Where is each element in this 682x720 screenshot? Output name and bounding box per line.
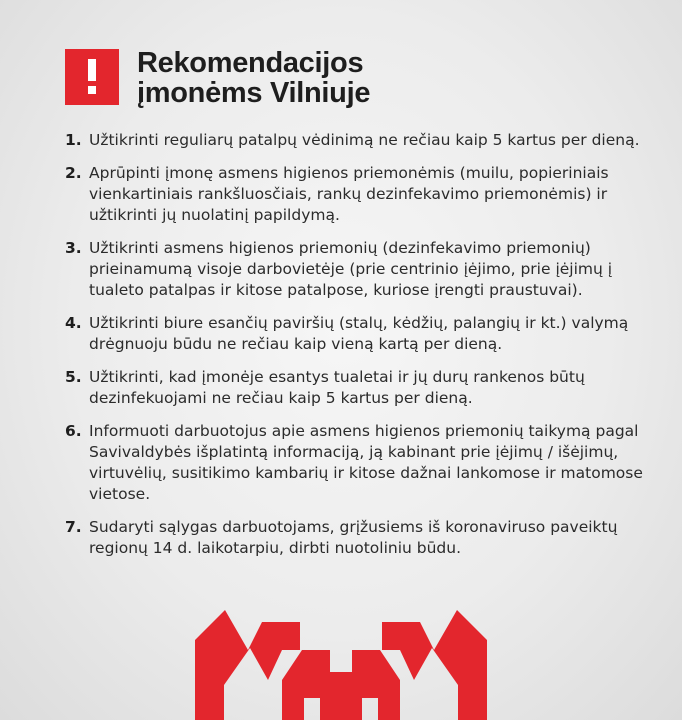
item-text: Sudaryti sąlygas darbuotojams, grįžusiems iš koronaviruso paveiktų regionų 14 d. laikotarpiu, dirbti nuotoliniu būdu. [89, 518, 618, 557]
item-number: 7. [65, 518, 82, 536]
title-line-2: įmonėms Vilniuje [137, 77, 371, 109]
item-text: Aprūpinti įmonę asmens higienos priemonėmis (muilu, popieriniais vienkartiniais rankšluosčiais, rankų dezinfekavimo priemonėmis) ir užtikrinti jų nuolatinį papildymą. [89, 164, 609, 224]
item-text: Informuoti darbuotojus apie asmens higienos priemonių taikymą pagal Savivaldybės išplatintą informaciją, ją kabinant prie įėjimų / išėjimų, virtuvėlių, susitikimo kambarių ir kitose dažnai lankomose ir matomose vietose. [89, 422, 643, 503]
item-number: 5. [65, 368, 82, 386]
item-text: Užtikrinti reguliarų patalpų vėdinimą ne rečiau kaip 5 kartus per dieną. [89, 131, 640, 149]
item-number: 3. [65, 239, 82, 257]
item-text: Užtikrinti biure esančių paviršių (stalų, kėdžių, palangių ir kt.) valymą drėgnuoju būdu ne rečiau kaip vieną kartą per dieną. [89, 314, 629, 353]
item-number: 1. [65, 131, 82, 149]
item-number: 6. [65, 422, 82, 440]
item-text: Užtikrinti asmens higienos priemonių (dezinfekavimo priemonių) prieinamumą visoje darbovietėje (prie centrinio įėjimo, prie įėjimų į tualeto patalpas ir kitose patalpose, kuriose įrengti praustuvai). [89, 239, 613, 299]
title-line-1: Rekomendacijos [137, 47, 364, 79]
item-number: 2. [65, 164, 82, 182]
item-text: Užtikrinti, kad įmonėje esantys tualetai ir jų durų rankenos būtų dezinfekuojami ne rečiau kaip 5 kartus per dieną. [89, 368, 585, 407]
item-number: 4. [65, 314, 82, 332]
